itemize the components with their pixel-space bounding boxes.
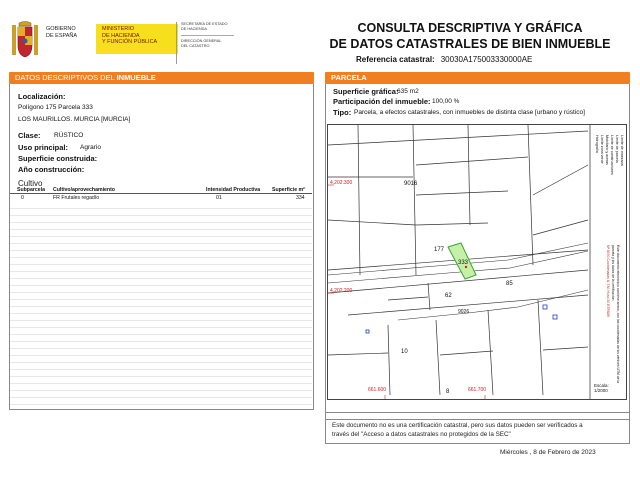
legend-item: Mobiliario y aceras bbox=[605, 135, 609, 165]
side-text: Este documento electrónico contiene anexo, con las coordenadas de los vértices UTM de la parcela y los datos de la certificación. bbox=[611, 245, 620, 384]
clase-label: Clase: bbox=[18, 131, 41, 140]
superficie-grafica-label: Superficie gráfica: bbox=[333, 87, 399, 96]
cell-intensidad: 01 bbox=[216, 195, 222, 201]
localizacion-line-1: Polígono 175 Parcela 333 bbox=[18, 104, 93, 111]
secretaria-divider bbox=[181, 35, 234, 36]
legend-item: Límite de parcela bbox=[615, 135, 619, 163]
map-coord: 661.700 bbox=[468, 387, 487, 393]
notice-line-1: Este documento no es una certificación catastral, pero sus datos pueden ser verificados a bbox=[332, 422, 583, 429]
uso-label: Uso principal: bbox=[18, 143, 69, 152]
ministerio-text bbox=[102, 26, 157, 46]
coat-of-arms-icon bbox=[10, 21, 40, 61]
header-cultivo: Cultivo/aprovechamiento bbox=[53, 187, 115, 193]
gobierno-line: DE ESPAÑA bbox=[46, 32, 78, 39]
cell-superficie: 334 bbox=[296, 195, 305, 201]
localizacion-line-2: LOS MAURILLOS. MURCIA [MURCIA] bbox=[18, 116, 131, 123]
cell-cultivo: FR Frutales regadío bbox=[53, 195, 100, 201]
cultivo-title: Cultivo bbox=[18, 179, 43, 188]
section-bar-datos bbox=[9, 72, 314, 84]
superficie-construida-label: Superficie construida: bbox=[18, 154, 98, 163]
map-label: 177 bbox=[434, 247, 445, 253]
secretaria-line: DE HACIENDA bbox=[181, 27, 207, 31]
header-intensidad: Intensidad Productiva bbox=[206, 187, 261, 193]
header-superficie: Superficie m² bbox=[272, 187, 305, 193]
tipo-label: Tipo: bbox=[333, 108, 352, 117]
clase-value: RÚSTICO bbox=[54, 132, 84, 139]
referencia-catastral bbox=[356, 55, 532, 64]
legend-item: Límite zona verde bbox=[600, 135, 604, 164]
map-side-text bbox=[600, 245, 624, 384]
ministerio-line: MINISTERIO bbox=[102, 26, 135, 32]
cell-subparcela: 0 bbox=[21, 195, 24, 201]
bar-prefix: DATOS DESCRIPTIVOS DEL bbox=[15, 73, 117, 82]
section-bar-parcela: PARCELA bbox=[325, 72, 630, 84]
gobierno-line: GOBIERNO bbox=[46, 26, 76, 32]
anio-construccion-label: Año construcción: bbox=[18, 165, 85, 174]
map-scale bbox=[594, 383, 609, 393]
ref-label: Referencia catastral: bbox=[356, 55, 435, 64]
title-line-1: CONSULTA DESCRIPTIVA Y GRÁFICA bbox=[357, 21, 583, 35]
gobierno-text bbox=[46, 26, 77, 39]
secretaria-block bbox=[176, 22, 234, 64]
ref-value: 30030A175003330000AE bbox=[440, 55, 533, 64]
header-subparcela: Subparcela bbox=[17, 187, 45, 193]
legend-item: Hidrografía bbox=[595, 135, 599, 153]
secretaria-line: SECRETARÍA DE ESTADO bbox=[181, 22, 228, 26]
direccion-line: DEL CATASTRO bbox=[181, 44, 210, 48]
map-label: 85 bbox=[506, 281, 513, 287]
map-label: 8 bbox=[446, 389, 450, 395]
map-coord: 4.202.300 bbox=[330, 180, 353, 186]
notice-text bbox=[332, 421, 624, 439]
tipo-value: Parcela, a efectos catastrales, con inmuebles de distinta clase [urbano y rústico] bbox=[354, 109, 585, 116]
map-label: 10 bbox=[401, 349, 408, 355]
title-line-2: DE DATOS CATASTRALES DE BIEN INMUEBLE bbox=[329, 37, 611, 51]
map-drawing bbox=[328, 125, 627, 400]
participacion-label: Participación del inmueble: bbox=[333, 97, 431, 106]
side-text-utm: Mª 8000 Coordenadas U.T.M. Huso 30 ETRS89 bbox=[606, 245, 610, 317]
uso-value: Agrario bbox=[80, 144, 101, 151]
superficie-grafica-value: 635 m2 bbox=[397, 88, 419, 95]
scale-value: 1/2000 bbox=[594, 388, 608, 393]
map-label: 9026 bbox=[458, 309, 470, 315]
cadastral-map[interactable] bbox=[327, 124, 627, 400]
map-coord: 661.600 bbox=[368, 387, 387, 393]
document-date: Miércoles , 8 de Febrero de 2023 bbox=[500, 449, 596, 456]
document-title bbox=[320, 20, 620, 52]
notice-line-2: través del "Acceso a datos catastrales no protegidos de la SEC" bbox=[332, 431, 511, 438]
ministerio-line: Y FUNCIÓN PÚBLICA bbox=[102, 39, 158, 45]
cultivo-table bbox=[10, 187, 312, 409]
legend-item: Límite de manzana bbox=[620, 135, 624, 166]
scale-label: Escala: bbox=[594, 383, 609, 388]
cultivo-table-header bbox=[10, 187, 312, 194]
localizacion-label: Localización: bbox=[18, 92, 66, 101]
map-parcel-label: 333 bbox=[458, 260, 469, 266]
table-row bbox=[10, 195, 312, 202]
empty-table-rows bbox=[10, 202, 312, 408]
map-label: 9016 bbox=[404, 181, 418, 187]
ministerio-line: DE HACIENDA bbox=[102, 32, 140, 39]
map-label: 62 bbox=[445, 293, 452, 299]
direccion-line: DIRECCIÓN GENERAL bbox=[181, 39, 222, 43]
participacion-value: 100,00 % bbox=[432, 98, 460, 105]
legend-item: Límite de construcciones bbox=[610, 135, 614, 175]
map-coord: 4.202.200 bbox=[330, 288, 353, 294]
bar-strong: INMUEBLE bbox=[116, 73, 156, 82]
